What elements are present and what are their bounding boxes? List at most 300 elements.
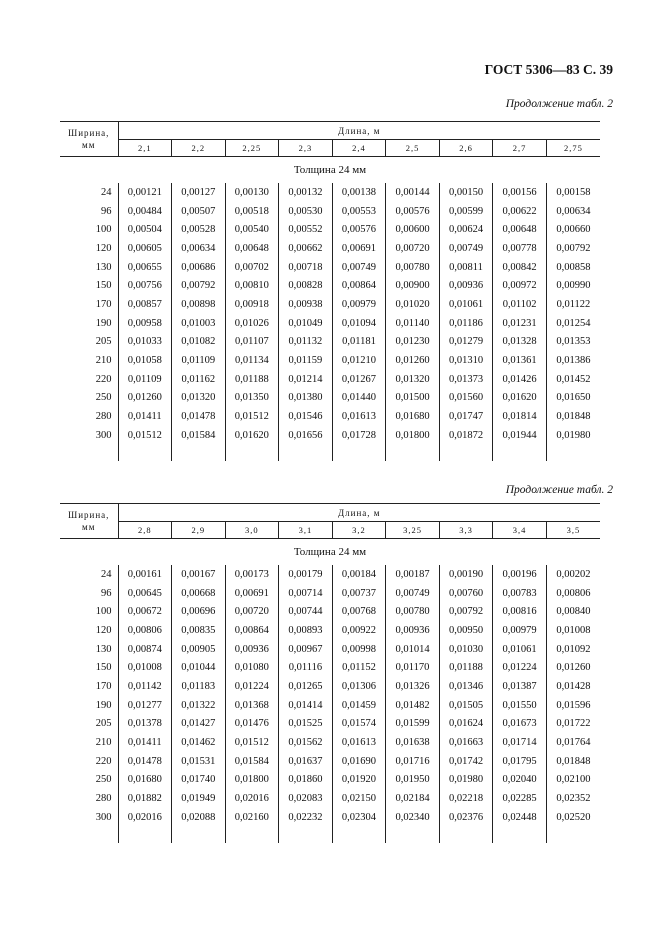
volume-cell: 0,01183: [172, 677, 226, 696]
volume-cell: 0,01716: [386, 752, 440, 771]
volume-cell: 0,00783: [493, 584, 547, 603]
volume-cell: 0,00624: [439, 220, 493, 239]
volume-cell: 0,00161: [127, 568, 162, 580]
volume-cell: 0,01624: [439, 715, 493, 734]
volume-cell: 0,01378: [127, 718, 162, 730]
volume-cell: 0,00605: [127, 242, 162, 254]
volume-cell: 0,01109: [172, 351, 226, 370]
volume-cell: 0,00842: [493, 258, 547, 277]
volume-cell: 0,01638: [386, 733, 440, 752]
volume-table: [60, 121, 600, 461]
table-row: [60, 426, 600, 445]
volume-cell: 0,01584: [172, 426, 226, 445]
volume-cell: 0,01368: [225, 696, 279, 715]
volume-cell: 0,00811: [439, 258, 493, 277]
volume-cell: 0,01267: [332, 370, 386, 389]
volume-cell: 0,01306: [332, 677, 386, 696]
width-cell: 205: [60, 333, 118, 352]
volume-cell: 0,01525: [279, 715, 333, 734]
volume-cell: 0,00130: [225, 183, 279, 202]
volume-cell: 0,01014: [386, 640, 440, 659]
volume-cell: 0,01188: [225, 370, 279, 389]
volume-cell: 0,01260: [386, 351, 440, 370]
volume-cell: 0,01231: [493, 314, 547, 333]
volume-cell: 0,02083: [279, 789, 333, 808]
volume-cell: 0,01599: [386, 715, 440, 734]
volume-cell: 0,01008: [546, 621, 600, 640]
volume-cell: 0,00484: [127, 205, 162, 217]
volume-cell: 0,00202: [546, 565, 600, 584]
volume-cell: 0,00806: [127, 624, 162, 636]
volume-cell: 0,01277: [127, 699, 162, 711]
volume-cell: 0,00864: [332, 276, 386, 295]
volume-cell: 0,01872: [439, 426, 493, 445]
table-row: [60, 789, 600, 808]
volume-cell: 0,01427: [172, 715, 226, 734]
volume-cell: 0,00749: [332, 258, 386, 277]
volume-cell: 0,01426: [493, 370, 547, 389]
volume-cell: 0,00718: [279, 258, 333, 277]
volume-cell: 0,00874: [127, 643, 162, 655]
volume-cell: 0,00553: [332, 202, 386, 221]
volume-cell: 0,01848: [546, 752, 600, 771]
volume-cell: 0,01140: [386, 314, 440, 333]
table-row: [60, 752, 600, 771]
volume-cell: 0,01353: [546, 333, 600, 352]
length-column-header: 3,4: [493, 522, 547, 539]
volume-cell: 0,00686: [172, 258, 226, 277]
volume-cell: 0,00936: [386, 621, 440, 640]
volume-cell: 0,01380: [279, 389, 333, 408]
volume-cell: 0,01260: [127, 392, 162, 404]
volume-cell: 0,00576: [332, 220, 386, 239]
volume-cell: 0,00828: [279, 276, 333, 295]
volume-cell: 0,00958: [127, 317, 162, 329]
volume-cell: 0,01950: [386, 771, 440, 790]
volume-cell: 0,00528: [172, 220, 226, 239]
volume-cell: 0,01322: [172, 696, 226, 715]
volume-cell: 0,00634: [172, 239, 226, 258]
width-cell: 205: [60, 715, 118, 734]
width-cell: 250: [60, 771, 118, 790]
width-cell: 120: [60, 621, 118, 640]
volume-cell: 0,00972: [493, 276, 547, 295]
volume-cell: 0,02448: [493, 808, 547, 827]
volume-cell: 0,00905: [172, 640, 226, 659]
width-cell: 220: [60, 370, 118, 389]
volume-cell: 0,02285: [493, 789, 547, 808]
volume-cell: 0,01310: [439, 351, 493, 370]
volume-cell: 0,01848: [546, 407, 600, 426]
volume-cell: 0,01428: [546, 677, 600, 696]
volume-cell: 0,01740: [172, 771, 226, 790]
volume-cell: 0,01109: [127, 373, 162, 385]
width-column-header: Ширина, мм: [60, 122, 118, 157]
volume-cell: 0,01512: [225, 407, 279, 426]
volume-cell: 0,01414: [279, 696, 333, 715]
volume-cell: 0,01795: [493, 752, 547, 771]
table-row: [60, 333, 600, 352]
volume-cell: 0,01562: [279, 733, 333, 752]
volume-cell: 0,00840: [546, 602, 600, 621]
volume-cell: 0,01722: [546, 715, 600, 734]
volume-cell: 0,01346: [439, 677, 493, 696]
table-row: [60, 258, 600, 277]
volume-cell: 0,00518: [225, 202, 279, 221]
width-cell: 96: [60, 202, 118, 221]
volume-cell: 0,01478: [172, 407, 226, 426]
volume-cell: 0,00760: [439, 584, 493, 603]
volume-cell: 0,02016: [127, 811, 162, 823]
width-cell: 130: [60, 640, 118, 659]
volume-cell: 0,01663: [439, 733, 493, 752]
length-column-header: 3,1: [279, 522, 333, 539]
volume-cell: 0,01680: [127, 774, 162, 786]
volume-cell: 0,01949: [172, 789, 226, 808]
page-header: ГОСТ 5306—83 С. 39: [484, 62, 613, 77]
table-row: [60, 239, 600, 258]
volume-cell: 0,02160: [225, 808, 279, 827]
volume-cell: 0,00552: [279, 220, 333, 239]
length-column-header: 2,3: [279, 140, 333, 157]
volume-cell: 0,01386: [546, 351, 600, 370]
volume-cell: 0,00749: [386, 584, 440, 603]
volume-cell: 0,02304: [332, 808, 386, 827]
volume-cell: 0,01008: [127, 662, 162, 674]
table-row: [60, 733, 600, 752]
volume-cell: 0,00184: [332, 565, 386, 584]
volume-cell: 0,00858: [546, 258, 600, 277]
volume-cell: 0,00893: [279, 621, 333, 640]
volume-cell: 0,01714: [493, 733, 547, 752]
volume-cell: 0,00950: [439, 621, 493, 640]
table-row: [60, 658, 600, 677]
volume-cell: 0,00167: [172, 565, 226, 584]
volume-cell: 0,01387: [493, 677, 547, 696]
volume-cell: 0,01061: [439, 295, 493, 314]
volume-cell: 0,01082: [172, 333, 226, 352]
volume-cell: 0,00780: [386, 602, 440, 621]
volume-cell: 0,01350: [225, 389, 279, 408]
table-row: [60, 314, 600, 333]
volume-cell: 0,01279: [439, 333, 493, 352]
volume-cell: 0,01026: [225, 314, 279, 333]
thickness-subheader: Толщина 24 мм: [293, 164, 367, 176]
width-cell: 150: [60, 658, 118, 677]
volume-cell: 0,00645: [127, 587, 162, 599]
width-cell: 210: [60, 733, 118, 752]
volume-cell: 0,01690: [332, 752, 386, 771]
volume-cell: 0,01550: [493, 696, 547, 715]
volume-cell: 0,01531: [172, 752, 226, 771]
volume-cell: 0,01452: [546, 370, 600, 389]
volume-cell: 0,00756: [127, 280, 162, 292]
volume-cell: 0,00780: [386, 258, 440, 277]
length-column-header: 2,6: [439, 140, 493, 157]
width-cell: 100: [60, 602, 118, 621]
width-cell: 150: [60, 276, 118, 295]
width-cell: 300: [60, 808, 118, 827]
width-cell: 130: [60, 258, 118, 277]
volume-cell: 0,01637: [279, 752, 333, 771]
volume-cell: 0,00190: [439, 565, 493, 584]
volume-cell: 0,01512: [127, 429, 162, 441]
volume-cell: 0,01459: [332, 696, 386, 715]
volume-cell: 0,00967: [279, 640, 333, 659]
volume-cell: 0,01747: [439, 407, 493, 426]
table-row: [60, 696, 600, 715]
table-row: [60, 202, 600, 221]
volume-cell: 0,00922: [332, 621, 386, 640]
volume-cell: 0,00179: [279, 565, 333, 584]
table-row: [60, 276, 600, 295]
volume-cell: 0,00132: [279, 183, 333, 202]
volume-cell: 0,01159: [279, 351, 333, 370]
length-header: Длина, м: [118, 122, 600, 140]
volume-cell: 0,00150: [439, 183, 493, 202]
volume-cell: 0,02040: [493, 771, 547, 790]
volume-cell: 0,00144: [386, 183, 440, 202]
length-column-header: 2,75: [546, 140, 600, 157]
volume-cell: 0,00187: [386, 565, 440, 584]
volume-cell: 0,01080: [225, 658, 279, 677]
thickness-subheader: Толщина 24 мм: [293, 546, 367, 558]
length-column-header: 2,9: [172, 522, 226, 539]
volume-cell: 0,01411: [127, 737, 162, 749]
volume-cell: 0,01162: [172, 370, 226, 389]
volume-cell: 0,02520: [546, 808, 600, 827]
volume-cell: 0,01764: [546, 733, 600, 752]
width-cell: 190: [60, 314, 118, 333]
volume-cell: 0,00857: [127, 298, 162, 310]
volume-cell: 0,00668: [172, 584, 226, 603]
volume-cell: 0,01320: [386, 370, 440, 389]
volume-cell: 0,01326: [386, 677, 440, 696]
width-cell: 250: [60, 389, 118, 408]
volume-cell: 0,01214: [279, 370, 333, 389]
table-row: [60, 183, 600, 202]
table-row: [60, 715, 600, 734]
width-cell: 170: [60, 295, 118, 314]
width-cell: 220: [60, 752, 118, 771]
volume-cell: 0,01742: [439, 752, 493, 771]
volume-cell: 0,00507: [172, 202, 226, 221]
volume-cell: 0,01650: [546, 389, 600, 408]
volume-cell: 0,01170: [386, 658, 440, 677]
volume-cell: 0,01560: [439, 389, 493, 408]
volume-cell: 0,01132: [279, 333, 333, 352]
volume-cell: 0,01142: [127, 680, 162, 692]
volume-cell: 0,01944: [493, 426, 547, 445]
volume-cell: 0,00900: [386, 276, 440, 295]
volume-cell: 0,00744: [279, 602, 333, 621]
width-column-header: Ширина, мм: [60, 504, 118, 539]
volume-cell: 0,01265: [279, 677, 333, 696]
volume-cell: 0,00816: [493, 602, 547, 621]
volume-cell: 0,00599: [439, 202, 493, 221]
length-column-header: 2,4: [332, 140, 386, 157]
volume-cell: 0,01505: [439, 696, 493, 715]
volume-cell: 0,01546: [279, 407, 333, 426]
length-column-header: 2,8: [118, 522, 172, 539]
volume-cell: 0,01728: [332, 426, 386, 445]
width-cell: 170: [60, 677, 118, 696]
volume-cell: 0,02340: [386, 808, 440, 827]
table-row: [60, 220, 600, 239]
volume-cell: 0,01613: [332, 407, 386, 426]
volume-cell: 0,00196: [493, 565, 547, 584]
volume-cell: 0,01980: [546, 426, 600, 445]
table-row: [60, 808, 600, 827]
table-row: [60, 771, 600, 790]
width-cell: 190: [60, 696, 118, 715]
volume-cell: 0,01512: [225, 733, 279, 752]
volume-cell: 0,01092: [546, 640, 600, 659]
volume-cell: 0,00691: [225, 584, 279, 603]
volume-cell: 0,00714: [279, 584, 333, 603]
width-cell: 24: [60, 565, 118, 584]
volume-cell: 0,01003: [172, 314, 226, 333]
volume-cell: 0,01254: [546, 314, 600, 333]
table-row: [60, 584, 600, 603]
volume-cell: 0,00979: [493, 621, 547, 640]
volume-cell: 0,01411: [127, 411, 162, 423]
volume-cell: 0,01049: [279, 314, 333, 333]
volume-cell: 0,01478: [127, 755, 162, 767]
volume-cell: 0,00672: [127, 606, 162, 618]
length-column-header: 2,2: [172, 140, 226, 157]
length-column-header: 3,25: [386, 522, 440, 539]
volume-cell: 0,02232: [279, 808, 333, 827]
volume-cell: 0,01134: [225, 351, 279, 370]
volume-cell: 0,00792: [172, 276, 226, 295]
volume-cell: 0,00792: [439, 602, 493, 621]
volume-cell: 0,01680: [386, 407, 440, 426]
volume-cell: 0,01882: [127, 793, 162, 805]
volume-cell: 0,01030: [439, 640, 493, 659]
volume-cell: 0,01361: [493, 351, 547, 370]
volume-cell: 0,00173: [225, 565, 279, 584]
length-column-header: 3,0: [225, 522, 279, 539]
length-column-header: 3,5: [546, 522, 600, 539]
table-row: [60, 351, 600, 370]
width-cell: 120: [60, 239, 118, 258]
table-row: [60, 640, 600, 659]
volume-cell: 0,00504: [127, 224, 162, 236]
volume-cell: 0,01476: [225, 715, 279, 734]
volume-cell: 0,01224: [493, 658, 547, 677]
table-row: [60, 602, 600, 621]
length-column-header: 2,5: [386, 140, 440, 157]
volume-cell: 0,00998: [332, 640, 386, 659]
volume-cell: 0,01482: [386, 696, 440, 715]
volume-table: [60, 503, 600, 843]
volume-cell: 0,00720: [225, 602, 279, 621]
volume-cell: 0,00749: [439, 239, 493, 258]
volume-cell: 0,01574: [332, 715, 386, 734]
volume-cell: 0,00737: [332, 584, 386, 603]
table-row: [60, 565, 600, 584]
length-column-header: 3,3: [439, 522, 493, 539]
volume-cell: 0,00936: [225, 640, 279, 659]
width-cell: 210: [60, 351, 118, 370]
volume-cell: 0,00138: [332, 183, 386, 202]
volume-cell: 0,01328: [493, 333, 547, 352]
volume-cell: 0,01116: [279, 658, 333, 677]
table-continuation-label: Продолжение табл. 2: [505, 484, 613, 496]
volume-cell: 0,00768: [332, 602, 386, 621]
volume-cell: 0,00835: [172, 621, 226, 640]
volume-cell: 0,01500: [386, 389, 440, 408]
volume-cell: 0,00648: [225, 239, 279, 258]
volume-cell: 0,01800: [225, 771, 279, 790]
volume-cell: 0,01152: [332, 658, 386, 677]
table-row: [60, 621, 600, 640]
width-cell: 280: [60, 407, 118, 426]
volume-cell: 0,02218: [439, 789, 493, 808]
volume-cell: 0,00810: [225, 276, 279, 295]
table-row: [60, 295, 600, 314]
length-column-header: 3,2: [332, 522, 386, 539]
volume-cell: 0,00938: [279, 295, 333, 314]
volume-cell: 0,01061: [493, 640, 547, 659]
volume-cell: 0,00990: [546, 276, 600, 295]
volume-cell: 0,01980: [439, 771, 493, 790]
volume-cell: 0,00778: [493, 239, 547, 258]
volume-cell: 0,00576: [386, 202, 440, 221]
volume-cell: 0,01440: [332, 389, 386, 408]
volume-cell: 0,02016: [225, 789, 279, 808]
volume-cell: 0,01373: [439, 370, 493, 389]
volume-cell: 0,02100: [546, 771, 600, 790]
table-row: [60, 407, 600, 426]
volume-cell: 0,01094: [332, 314, 386, 333]
volume-cell: 0,01020: [386, 295, 440, 314]
volume-cell: 0,00720: [386, 239, 440, 258]
table-row: [60, 677, 600, 696]
length-header: Длина, м: [118, 504, 600, 522]
volume-cell: 0,01320: [172, 389, 226, 408]
volume-cell: 0,00696: [172, 602, 226, 621]
volume-cell: 0,01613: [332, 733, 386, 752]
volume-cell: 0,01814: [493, 407, 547, 426]
volume-cell: 0,01584: [225, 752, 279, 771]
volume-cell: 0,00648: [493, 220, 547, 239]
volume-cell: 0,01800: [386, 426, 440, 445]
volume-cell: 0,02150: [332, 789, 386, 808]
volume-cell: 0,00530: [279, 202, 333, 221]
volume-cell: 0,00622: [493, 202, 547, 221]
volume-cell: 0,02088: [172, 808, 226, 827]
volume-cell: 0,01033: [127, 336, 162, 348]
volume-cell: 0,00655: [127, 261, 162, 273]
width-cell: 100: [60, 220, 118, 239]
volume-cell: 0,01107: [225, 333, 279, 352]
table-row: [60, 370, 600, 389]
length-column-header: 2,7: [493, 140, 547, 157]
volume-cell: 0,00864: [225, 621, 279, 640]
volume-cell: 0,02352: [546, 789, 600, 808]
volume-cell: 0,00121: [127, 186, 162, 198]
volume-cell: 0,00918: [225, 295, 279, 314]
volume-cell: 0,00156: [493, 183, 547, 202]
volume-cell: 0,00702: [225, 258, 279, 277]
volume-cell: 0,01224: [225, 677, 279, 696]
width-cell: 96: [60, 584, 118, 603]
volume-cell: 0,00979: [332, 295, 386, 314]
volume-cell: 0,00600: [386, 220, 440, 239]
length-column-header: 2,25: [225, 140, 279, 157]
